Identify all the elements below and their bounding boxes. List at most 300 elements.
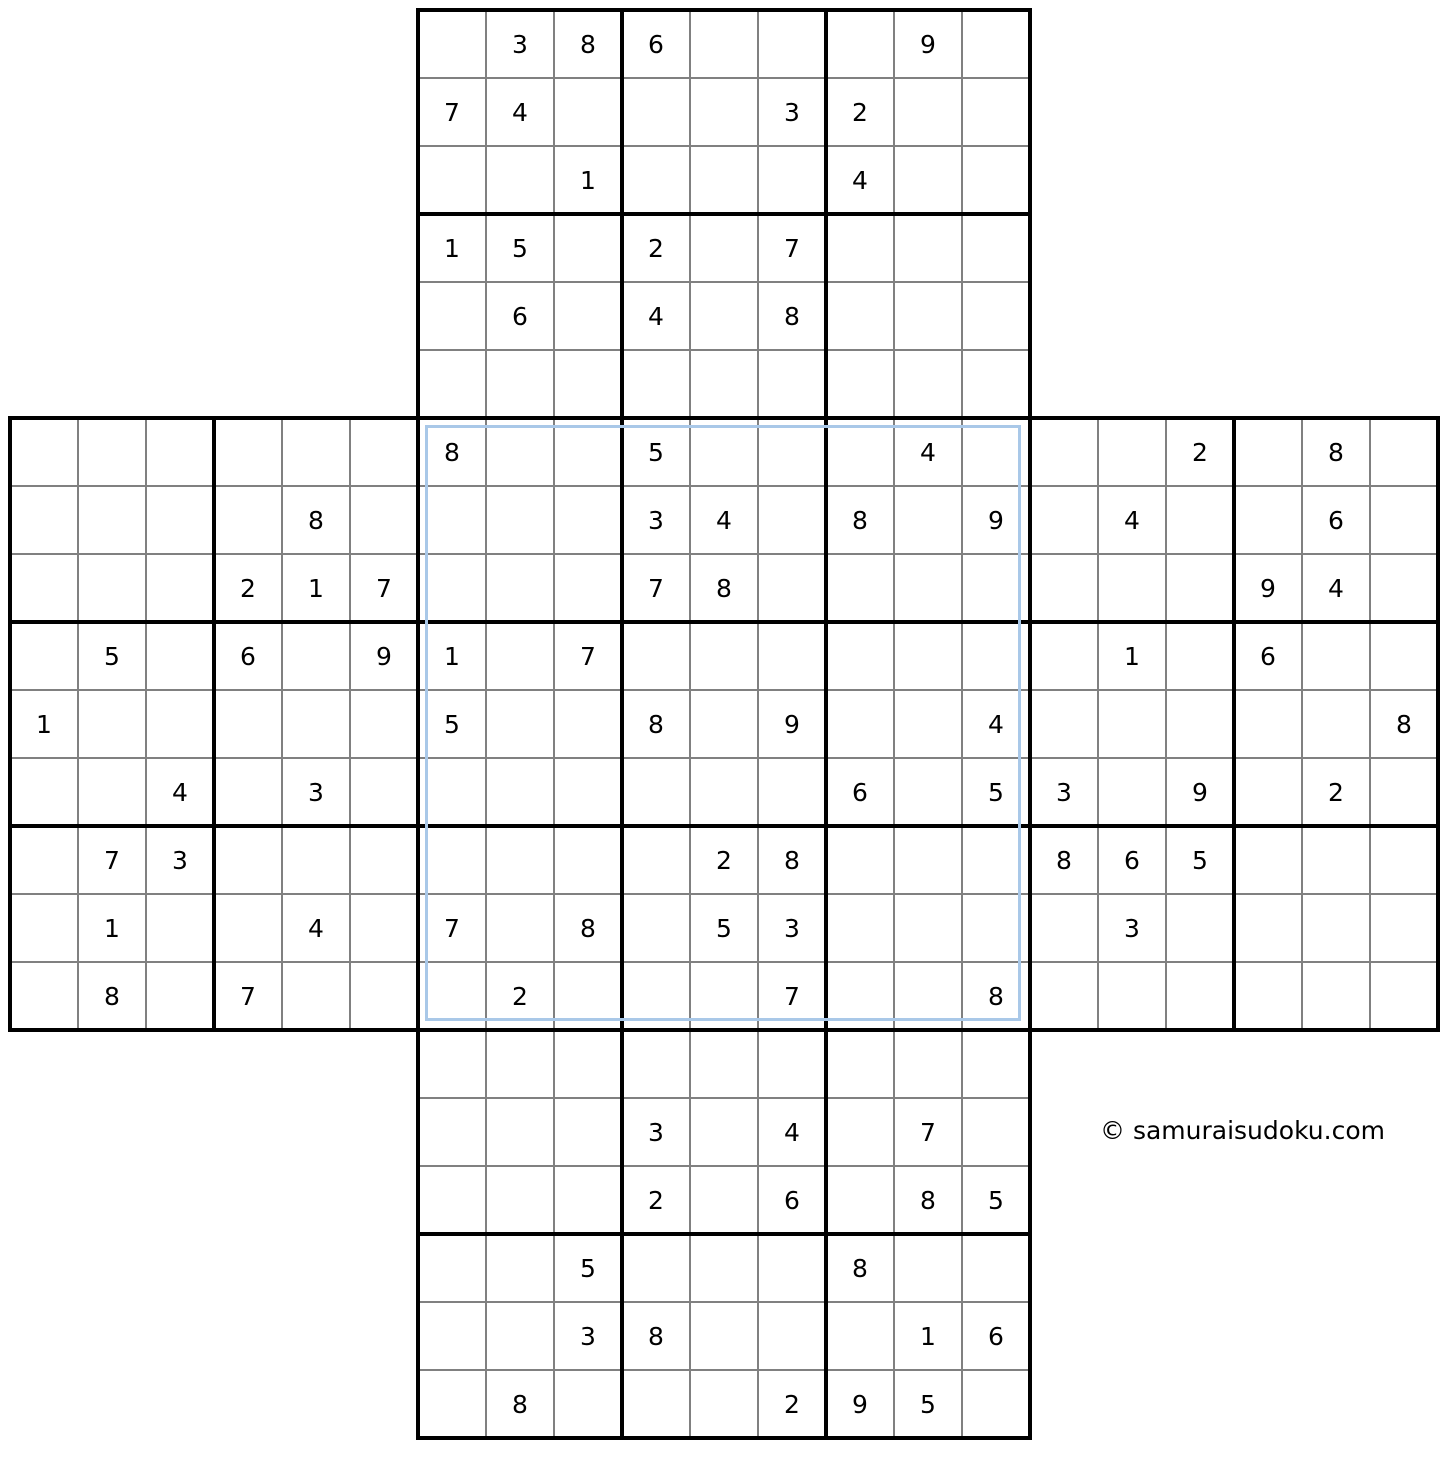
empty-cell[interactable] <box>894 486 962 554</box>
empty-cell[interactable] <box>78 690 146 758</box>
empty-cell[interactable] <box>554 1370 622 1438</box>
empty-cell[interactable] <box>962 78 1030 146</box>
empty-cell[interactable] <box>1098 418 1166 486</box>
empty-cell[interactable] <box>690 1166 758 1234</box>
empty-cell[interactable] <box>554 486 622 554</box>
empty-cell[interactable] <box>418 758 486 826</box>
given-digit-cell[interactable]: 8 <box>512 1389 528 1419</box>
empty-cell[interactable] <box>894 622 962 690</box>
given-digit-cell[interactable]: 6 <box>512 301 528 331</box>
cell-grid-line <box>9 553 1439 555</box>
empty-cell[interactable] <box>894 282 962 350</box>
empty-cell[interactable] <box>826 1302 894 1370</box>
empty-cell[interactable] <box>78 486 146 554</box>
empty-cell[interactable] <box>1098 758 1166 826</box>
empty-cell[interactable] <box>894 690 962 758</box>
given-digit-cell[interactable]: 2 <box>512 981 528 1011</box>
given-digit-cell[interactable]: 2 <box>1328 777 1344 807</box>
given-digit-cell[interactable]: 9 <box>1260 573 1276 603</box>
empty-cell[interactable] <box>826 10 894 78</box>
empty-cell[interactable] <box>418 1098 486 1166</box>
empty-cell[interactable] <box>1166 690 1234 758</box>
empty-cell[interactable] <box>418 486 486 554</box>
empty-cell[interactable] <box>554 1098 622 1166</box>
empty-cell[interactable] <box>1166 486 1234 554</box>
given-digit-cell[interactable]: 9 <box>1192 777 1208 807</box>
given-digit-cell[interactable]: 3 <box>308 777 324 807</box>
empty-cell[interactable] <box>1030 894 1098 962</box>
empty-cell[interactable] <box>554 758 622 826</box>
given-digit-cell[interactable]: 4 <box>512 97 528 127</box>
empty-cell[interactable] <box>214 690 282 758</box>
empty-cell[interactable] <box>1098 554 1166 622</box>
empty-cell[interactable] <box>690 418 758 486</box>
empty-cell[interactable] <box>10 622 78 690</box>
empty-cell[interactable] <box>486 1098 554 1166</box>
empty-cell[interactable] <box>894 758 962 826</box>
empty-cell[interactable] <box>1234 486 1302 554</box>
given-digit-cell[interactable]: 2 <box>1192 437 1208 467</box>
empty-cell[interactable] <box>962 1098 1030 1166</box>
empty-cell[interactable] <box>826 962 894 1030</box>
empty-cell[interactable] <box>758 1234 826 1302</box>
empty-cell[interactable] <box>10 894 78 962</box>
empty-cell[interactable] <box>962 622 1030 690</box>
empty-cell[interactable] <box>1370 554 1438 622</box>
empty-cell[interactable] <box>554 214 622 282</box>
empty-cell[interactable] <box>350 826 418 894</box>
empty-cell[interactable] <box>1370 962 1438 1030</box>
given-digit-cell[interactable]: 6 <box>1328 505 1344 535</box>
empty-cell[interactable] <box>690 10 758 78</box>
given-digit-cell[interactable]: 4 <box>1124 505 1140 535</box>
empty-cell[interactable] <box>282 962 350 1030</box>
empty-cell[interactable] <box>78 758 146 826</box>
given-digit-cell[interactable]: 6 <box>1260 641 1276 671</box>
empty-cell[interactable] <box>758 350 826 418</box>
given-digit-cell[interactable]: 8 <box>988 981 1004 1011</box>
given-digit-cell[interactable]: 3 <box>1124 913 1140 943</box>
given-digit-cell[interactable]: 8 <box>1328 437 1344 467</box>
given-digit-cell[interactable]: 6 <box>1124 845 1140 875</box>
empty-cell[interactable] <box>10 826 78 894</box>
empty-cell[interactable] <box>962 282 1030 350</box>
empty-cell[interactable] <box>418 1166 486 1234</box>
empty-cell[interactable] <box>10 486 78 554</box>
given-digit-cell[interactable]: 8 <box>580 913 596 943</box>
given-digit-cell[interactable]: 5 <box>716 913 732 943</box>
empty-cell[interactable] <box>690 1030 758 1098</box>
empty-cell[interactable] <box>690 350 758 418</box>
empty-cell[interactable] <box>78 554 146 622</box>
empty-cell[interactable] <box>690 1370 758 1438</box>
empty-cell[interactable] <box>554 350 622 418</box>
empty-cell[interactable] <box>350 758 418 826</box>
empty-cell[interactable] <box>214 486 282 554</box>
empty-cell[interactable] <box>1166 894 1234 962</box>
empty-cell[interactable] <box>1234 418 1302 486</box>
empty-cell[interactable] <box>1370 826 1438 894</box>
empty-cell[interactable] <box>418 826 486 894</box>
empty-cell[interactable] <box>486 418 554 486</box>
given-digit-cell[interactable]: 2 <box>716 845 732 875</box>
empty-cell[interactable] <box>1370 418 1438 486</box>
empty-cell[interactable] <box>826 282 894 350</box>
given-digit-cell[interactable]: 1 <box>920 1321 936 1351</box>
given-digit-cell[interactable]: 7 <box>444 97 460 127</box>
empty-cell[interactable] <box>146 962 214 1030</box>
empty-cell[interactable] <box>418 1030 486 1098</box>
empty-cell[interactable] <box>418 282 486 350</box>
empty-cell[interactable] <box>690 690 758 758</box>
empty-cell[interactable] <box>1030 418 1098 486</box>
empty-cell[interactable] <box>690 758 758 826</box>
given-digit-cell[interactable]: 9 <box>988 505 1004 535</box>
empty-cell[interactable] <box>1302 622 1370 690</box>
empty-cell[interactable] <box>622 826 690 894</box>
given-digit-cell[interactable]: 5 <box>104 641 120 671</box>
empty-cell[interactable] <box>758 1030 826 1098</box>
given-digit-cell[interactable]: 9 <box>852 1389 868 1419</box>
empty-cell[interactable] <box>1370 758 1438 826</box>
given-digit-cell[interactable]: 3 <box>1056 777 1072 807</box>
empty-cell[interactable] <box>826 350 894 418</box>
cell-grid-line <box>417 1097 1031 1099</box>
empty-cell[interactable] <box>622 350 690 418</box>
given-digit-cell[interactable]: 7 <box>376 573 392 603</box>
given-digit-cell[interactable]: 3 <box>784 97 800 127</box>
given-digit-cell[interactable]: 2 <box>852 97 868 127</box>
empty-cell[interactable] <box>758 1302 826 1370</box>
empty-cell[interactable] <box>1098 962 1166 1030</box>
empty-cell[interactable] <box>350 690 418 758</box>
empty-cell[interactable] <box>10 962 78 1030</box>
empty-cell[interactable] <box>1030 554 1098 622</box>
empty-cell[interactable] <box>418 1234 486 1302</box>
empty-cell[interactable] <box>826 1098 894 1166</box>
empty-cell[interactable] <box>418 350 486 418</box>
given-digit-cell[interactable]: 8 <box>784 845 800 875</box>
empty-cell[interactable] <box>758 418 826 486</box>
empty-cell[interactable] <box>486 486 554 554</box>
given-digit-cell[interactable]: 5 <box>920 1389 936 1419</box>
given-digit-cell[interactable]: 7 <box>920 1117 936 1147</box>
empty-cell[interactable] <box>554 1166 622 1234</box>
given-digit-cell[interactable]: 1 <box>1124 641 1140 671</box>
empty-cell[interactable] <box>10 554 78 622</box>
empty-cell[interactable] <box>486 826 554 894</box>
empty-cell[interactable] <box>486 350 554 418</box>
empty-cell[interactable] <box>894 1234 962 1302</box>
given-digit-cell[interactable]: 3 <box>580 1321 596 1351</box>
empty-cell[interactable] <box>486 1166 554 1234</box>
empty-cell[interactable] <box>894 962 962 1030</box>
empty-cell[interactable] <box>894 78 962 146</box>
given-digit-cell[interactable]: 3 <box>512 29 528 59</box>
empty-cell[interactable] <box>1166 962 1234 1030</box>
empty-cell[interactable] <box>962 1370 1030 1438</box>
empty-cell[interactable] <box>554 1030 622 1098</box>
empty-cell[interactable] <box>690 1302 758 1370</box>
given-digit-cell[interactable]: 1 <box>444 233 460 263</box>
empty-cell[interactable] <box>146 622 214 690</box>
empty-cell[interactable] <box>622 894 690 962</box>
empty-cell[interactable] <box>962 1234 1030 1302</box>
given-digit-cell[interactable]: 2 <box>784 1389 800 1419</box>
given-digit-cell[interactable]: 9 <box>376 641 392 671</box>
empty-cell[interactable] <box>826 554 894 622</box>
given-digit-cell[interactable]: 1 <box>308 573 324 603</box>
empty-cell[interactable] <box>1030 962 1098 1030</box>
given-digit-cell[interactable]: 6 <box>240 641 256 671</box>
empty-cell[interactable] <box>418 1370 486 1438</box>
empty-cell[interactable] <box>826 1166 894 1234</box>
given-digit-cell[interactable]: 6 <box>648 29 664 59</box>
given-digit-cell[interactable]: 4 <box>988 709 1004 739</box>
given-digit-cell[interactable]: 9 <box>784 709 800 739</box>
empty-cell[interactable] <box>894 1030 962 1098</box>
empty-cell[interactable] <box>418 146 486 214</box>
empty-cell[interactable] <box>758 486 826 554</box>
empty-cell[interactable] <box>146 486 214 554</box>
given-digit-cell[interactable]: 7 <box>784 233 800 263</box>
empty-cell[interactable] <box>418 962 486 1030</box>
empty-cell[interactable] <box>282 690 350 758</box>
empty-cell[interactable] <box>1302 894 1370 962</box>
given-digit-cell[interactable]: 4 <box>784 1117 800 1147</box>
empty-cell[interactable] <box>826 1030 894 1098</box>
box-border-line <box>824 8 828 1440</box>
empty-cell[interactable] <box>554 962 622 1030</box>
given-digit-cell[interactable]: 5 <box>1192 845 1208 875</box>
empty-cell[interactable] <box>1166 554 1234 622</box>
empty-cell[interactable] <box>214 418 282 486</box>
empty-cell[interactable] <box>1030 622 1098 690</box>
given-digit-cell[interactable]: 7 <box>784 981 800 1011</box>
given-digit-cell[interactable]: 8 <box>648 709 664 739</box>
given-digit-cell[interactable]: 8 <box>1056 845 1072 875</box>
empty-cell[interactable] <box>622 1030 690 1098</box>
given-digit-cell[interactable]: 2 <box>648 233 664 263</box>
empty-cell[interactable] <box>690 78 758 146</box>
empty-cell[interactable] <box>214 894 282 962</box>
given-digit-cell[interactable]: 4 <box>920 437 936 467</box>
empty-cell[interactable] <box>758 10 826 78</box>
empty-cell[interactable] <box>962 146 1030 214</box>
empty-cell[interactable] <box>826 690 894 758</box>
empty-cell[interactable] <box>418 10 486 78</box>
empty-cell[interactable] <box>1234 826 1302 894</box>
empty-cell[interactable] <box>826 894 894 962</box>
empty-cell[interactable] <box>1302 690 1370 758</box>
empty-cell[interactable] <box>554 418 622 486</box>
given-digit-cell[interactable]: 7 <box>240 981 256 1011</box>
empty-cell[interactable] <box>282 622 350 690</box>
empty-cell[interactable] <box>350 962 418 1030</box>
given-digit-cell[interactable]: 8 <box>716 573 732 603</box>
empty-cell[interactable] <box>622 962 690 1030</box>
given-digit-cell[interactable]: 4 <box>1328 573 1344 603</box>
empty-cell[interactable] <box>1370 486 1438 554</box>
given-digit-cell[interactable]: 8 <box>308 505 324 535</box>
empty-cell[interactable] <box>962 418 1030 486</box>
given-digit-cell[interactable]: 4 <box>716 505 732 535</box>
empty-cell[interactable] <box>282 418 350 486</box>
given-digit-cell[interactable]: 3 <box>172 845 188 875</box>
given-digit-cell[interactable]: 8 <box>920 1185 936 1215</box>
empty-cell[interactable] <box>894 146 962 214</box>
empty-cell[interactable] <box>826 622 894 690</box>
empty-cell[interactable] <box>146 690 214 758</box>
empty-cell[interactable] <box>1234 758 1302 826</box>
empty-cell[interactable] <box>350 418 418 486</box>
given-digit-cell[interactable]: 8 <box>852 1253 868 1283</box>
given-digit-cell[interactable]: 8 <box>1396 709 1412 739</box>
empty-cell[interactable] <box>418 1302 486 1370</box>
given-digit-cell[interactable]: 4 <box>852 165 868 195</box>
given-digit-cell[interactable]: 8 <box>580 29 596 59</box>
empty-cell[interactable] <box>758 554 826 622</box>
empty-cell[interactable] <box>622 78 690 146</box>
empty-cell[interactable] <box>962 350 1030 418</box>
given-digit-cell[interactable]: 7 <box>104 845 120 875</box>
empty-cell[interactable] <box>554 282 622 350</box>
empty-cell[interactable] <box>486 894 554 962</box>
empty-cell[interactable] <box>146 418 214 486</box>
given-digit-cell[interactable]: 1 <box>104 913 120 943</box>
given-digit-cell[interactable]: 3 <box>648 505 664 535</box>
empty-cell[interactable] <box>962 1030 1030 1098</box>
given-digit-cell[interactable]: 3 <box>784 913 800 943</box>
given-digit-cell[interactable]: 5 <box>988 1185 1004 1215</box>
given-digit-cell[interactable]: 7 <box>648 573 664 603</box>
empty-cell[interactable] <box>1166 622 1234 690</box>
empty-cell[interactable] <box>690 962 758 1030</box>
empty-cell[interactable] <box>1030 486 1098 554</box>
empty-cell[interactable] <box>758 622 826 690</box>
empty-cell[interactable] <box>622 1234 690 1302</box>
given-digit-cell[interactable]: 1 <box>36 709 52 739</box>
empty-cell[interactable] <box>10 758 78 826</box>
empty-cell[interactable] <box>486 622 554 690</box>
empty-cell[interactable] <box>894 826 962 894</box>
empty-cell[interactable] <box>962 554 1030 622</box>
empty-cell[interactable] <box>214 758 282 826</box>
empty-cell[interactable] <box>894 350 962 418</box>
given-digit-cell[interactable]: 9 <box>920 29 936 59</box>
empty-cell[interactable] <box>622 1370 690 1438</box>
empty-cell[interactable] <box>894 214 962 282</box>
empty-cell[interactable] <box>214 826 282 894</box>
empty-cell[interactable] <box>962 826 1030 894</box>
given-digit-cell[interactable]: 8 <box>648 1321 664 1351</box>
empty-cell[interactable] <box>554 690 622 758</box>
empty-cell[interactable] <box>554 554 622 622</box>
given-digit-cell[interactable]: 4 <box>172 777 188 807</box>
empty-cell[interactable] <box>486 554 554 622</box>
empty-cell[interactable] <box>10 418 78 486</box>
given-digit-cell[interactable]: 6 <box>852 777 868 807</box>
empty-cell[interactable] <box>486 1302 554 1370</box>
empty-cell[interactable] <box>418 554 486 622</box>
given-digit-cell[interactable]: 1 <box>444 641 460 671</box>
empty-cell[interactable] <box>826 418 894 486</box>
given-digit-cell[interactable]: 8 <box>104 981 120 1011</box>
given-digit-cell[interactable]: 5 <box>648 437 664 467</box>
given-digit-cell[interactable]: 5 <box>580 1253 596 1283</box>
given-digit-cell[interactable]: 2 <box>240 573 256 603</box>
empty-cell[interactable] <box>1302 962 1370 1030</box>
given-digit-cell[interactable]: 1 <box>580 165 596 195</box>
empty-cell[interactable] <box>1370 622 1438 690</box>
empty-cell[interactable] <box>962 214 1030 282</box>
empty-cell[interactable] <box>894 894 962 962</box>
empty-cell[interactable] <box>962 894 1030 962</box>
empty-cell[interactable] <box>622 146 690 214</box>
empty-cell[interactable] <box>486 1030 554 1098</box>
given-digit-cell[interactable]: 4 <box>308 913 324 943</box>
empty-cell[interactable] <box>1302 826 1370 894</box>
empty-cell[interactable] <box>690 1234 758 1302</box>
empty-cell[interactable] <box>826 826 894 894</box>
given-digit-cell[interactable]: 5 <box>444 709 460 739</box>
given-digit-cell[interactable]: 5 <box>512 233 528 263</box>
empty-cell[interactable] <box>350 894 418 962</box>
given-digit-cell[interactable]: 6 <box>988 1321 1004 1351</box>
given-digit-cell[interactable]: 7 <box>580 641 596 671</box>
given-digit-cell[interactable]: 4 <box>648 301 664 331</box>
empty-cell[interactable] <box>894 554 962 622</box>
empty-cell[interactable] <box>1234 690 1302 758</box>
empty-cell[interactable] <box>690 622 758 690</box>
empty-cell[interactable] <box>962 10 1030 78</box>
given-digit-cell[interactable]: 6 <box>784 1185 800 1215</box>
empty-cell[interactable] <box>554 78 622 146</box>
empty-cell[interactable] <box>758 146 826 214</box>
given-digit-cell[interactable]: 8 <box>784 301 800 331</box>
empty-cell[interactable] <box>1234 894 1302 962</box>
empty-cell[interactable] <box>690 1098 758 1166</box>
empty-cell[interactable] <box>690 146 758 214</box>
empty-cell[interactable] <box>486 1234 554 1302</box>
empty-cell[interactable] <box>486 690 554 758</box>
empty-cell[interactable] <box>690 214 758 282</box>
empty-cell[interactable] <box>1098 690 1166 758</box>
given-digit-cell[interactable]: 8 <box>444 437 460 467</box>
given-digit-cell[interactable]: 8 <box>852 505 868 535</box>
empty-cell[interactable] <box>78 418 146 486</box>
empty-cell[interactable] <box>486 146 554 214</box>
empty-cell[interactable] <box>146 554 214 622</box>
empty-cell[interactable] <box>554 826 622 894</box>
empty-cell[interactable] <box>622 622 690 690</box>
empty-cell[interactable] <box>690 282 758 350</box>
empty-cell[interactable] <box>1234 962 1302 1030</box>
given-digit-cell[interactable]: 3 <box>648 1117 664 1147</box>
empty-cell[interactable] <box>758 758 826 826</box>
empty-cell[interactable] <box>826 214 894 282</box>
empty-cell[interactable] <box>146 894 214 962</box>
given-digit-cell[interactable]: 7 <box>444 913 460 943</box>
given-digit-cell[interactable]: 2 <box>648 1185 664 1215</box>
empty-cell[interactable] <box>1370 894 1438 962</box>
empty-cell[interactable] <box>622 758 690 826</box>
given-digit-cell[interactable]: 5 <box>988 777 1004 807</box>
empty-cell[interactable] <box>350 486 418 554</box>
empty-cell[interactable] <box>1030 690 1098 758</box>
empty-cell[interactable] <box>282 826 350 894</box>
empty-cell[interactable] <box>486 758 554 826</box>
